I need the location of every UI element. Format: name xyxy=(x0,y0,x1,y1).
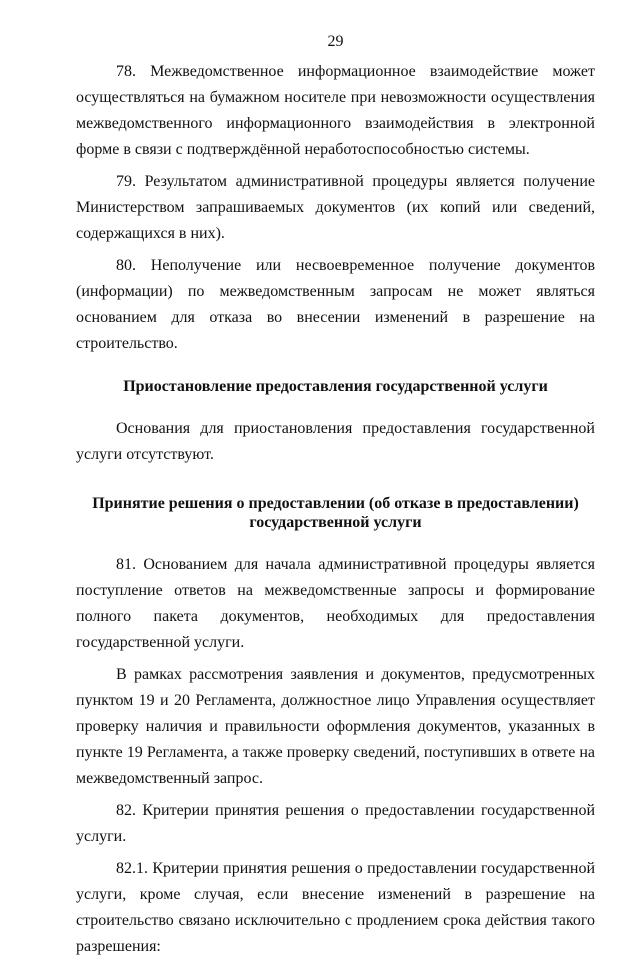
paragraph-review: В рамках рассмотрения заявления и документов, предусмотренных пунктом 19 и 20 Регламента, должностное лицо Управления осуществляет проверку наличия и правильности оформления документов, указанных в пункте 19 Регламента, а также проверку сведений, поступивших в ответе на межведомственный запрос. xyxy=(76,666,595,787)
section-heading-decision-line2: государственной услуги xyxy=(249,514,422,531)
section-heading-decision xyxy=(76,494,595,532)
paragraph-81: 81. Основанием для начала административной процедуры является поступление ответов на межведомственные запросы и формирование полного пакета документов, необходимых для предоставления государственной услуги. xyxy=(76,556,595,651)
page-number: 29 xyxy=(327,33,344,50)
paragraph-80: 80. Неполучение или несвоевременное получение документов (информации) по межведомственным запросам не может являться основанием для отказа во внесении изменений в разрешение на строительство. xyxy=(76,257,595,352)
paragraph-suspension-grounds: Основания для приостановления предоставления государственной услуги отсутствуют. xyxy=(76,420,595,463)
section-heading-suspension: Приостановление предоставления государственной услуги xyxy=(123,378,548,395)
paragraph-82-1: 82.1. Критерии принятия решения о предоставлении государственной услуги, кроме случая, если внесение изменений в разрешение на строительство связано исключительно с продлением срока действия такого разрешения: xyxy=(76,860,595,955)
paragraph-79: 79. Результатом административной процедуры является получение Министерством запрашиваемых документов (их копий или сведений, содержащихся в них). xyxy=(76,173,595,242)
paragraph-82: 82. Критерии принятия решения о предоставлении государственной услуги. xyxy=(76,802,595,845)
section-heading-decision-line1: Принятие решения о предоставлении (об отказе в предоставлении) xyxy=(92,495,579,512)
paragraph-78: 78. Межведомственное информационное взаимодействие может осуществляться на бумажном носителе при невозможности осуществления межведомственного информационного взаимодействия в электронной форме в связи с подтверждённой неработоспособностью системы. xyxy=(76,63,595,158)
